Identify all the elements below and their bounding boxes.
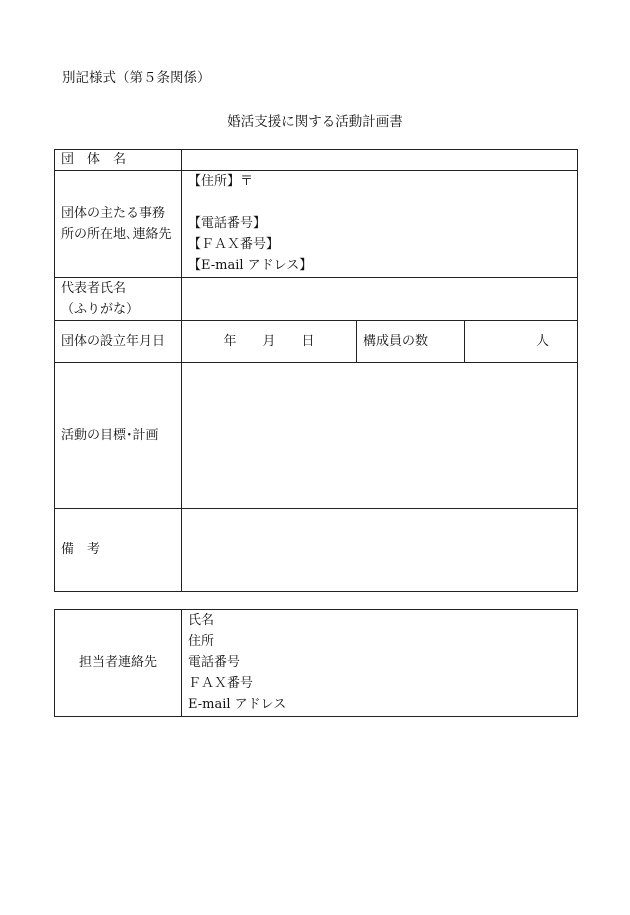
contact-table — [54, 609, 578, 717]
office-phone-label: 【電話番号】 — [188, 216, 267, 231]
office-label: 団体の主たる事務所の所在地､連絡先 — [55, 171, 182, 278]
org-name-row — [55, 150, 578, 171]
activity-field[interactable] — [182, 363, 578, 509]
contact-row — [55, 610, 578, 717]
representative-field[interactable] — [182, 278, 578, 321]
founded-date-field[interactable]: 年 月 日 — [182, 321, 357, 363]
office-email-label: 【E-mail アドレス】 — [188, 258, 313, 273]
office-blank-line — [188, 193, 571, 214]
contact-fax-label: ＦＡＸ番号 — [188, 676, 254, 691]
remarks-label: 備 考 — [55, 509, 182, 592]
founded-label: 団体の設立年月日 — [55, 321, 182, 363]
contact-label: 担当者連絡先 — [55, 610, 182, 717]
form-style-label: 別記様式（第５条関係） — [62, 70, 211, 86]
founded-row — [55, 321, 578, 363]
representative-label — [55, 278, 182, 321]
document-title: 婚活支援に関する活動計画書 — [227, 114, 403, 130]
office-field[interactable] — [182, 171, 578, 278]
representative-furigana-label: （ふりがな） — [61, 302, 140, 317]
office-address-label: 【住所】〒 — [188, 174, 254, 189]
contact-address-label: 住所 — [188, 634, 215, 649]
members-label: 構成員の数 — [357, 321, 465, 363]
office-row — [55, 171, 578, 278]
contact-email-label: E-mail アドレス — [188, 697, 287, 712]
contact-phone-label: 電話番号 — [188, 655, 241, 670]
contact-name-label: 氏名 — [188, 613, 215, 628]
org-name-field[interactable] — [182, 150, 578, 171]
activity-plan-table — [54, 149, 578, 592]
office-fax-label: 【ＦＡＸ番号】 — [188, 237, 280, 252]
representative-name-label: 代表者氏名 — [61, 281, 127, 296]
activity-row — [55, 363, 578, 509]
representative-row — [55, 278, 578, 321]
remarks-field[interactable] — [182, 509, 578, 592]
contact-field[interactable] — [182, 610, 578, 717]
org-name-label: 団 体 名 — [55, 150, 182, 171]
remarks-row — [55, 509, 578, 592]
members-count-field[interactable]: 人 — [465, 321, 578, 363]
activity-label: 活動の目標･計画 — [55, 363, 182, 509]
